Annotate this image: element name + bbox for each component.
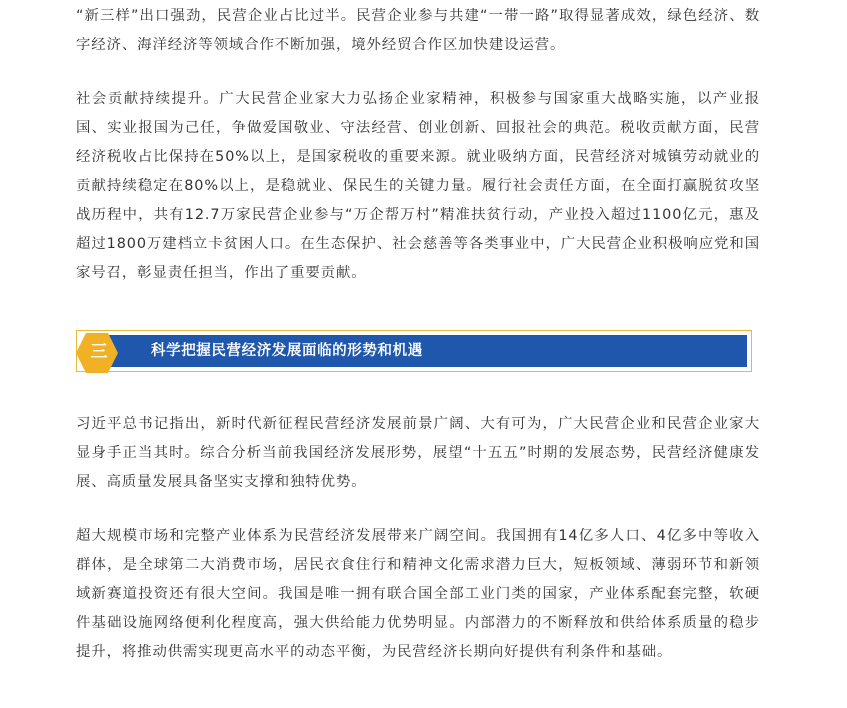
paragraph-trade: “新三样”出口强劲，民营企业占比过半。民营企业参与共建“一带一路”取得显著成效，绿色经济、数字经济、海洋经济等领域合作不断加强，境外经贸合作区加快建设运营。 (76, 8, 760, 53)
section-title-bar (95, 335, 747, 367)
section-title: 科学把握民营经济发展面临的形势和机遇 (151, 343, 423, 359)
paragraph-market-advantage: 超大规模市场和完整产业体系为民营经济发展带来广阔空间。我国拥有14亿多人口、4亿多中等收入群体，是全球第二大消费市场，居民衣食住行和精神文化需求潜力巨大，短板领域、薄弱环节和新领域新赛道投资还有很大空间。我国是唯一拥有联合国全部工业门类的国家，产业体系配套完整，软硬件基础设施网络便利化程度高，强大供给能力优势明显。内部潜力的不断释放和供给体系质量的稳步提升，将推动供需实现更高水平的动态平衡，为民营经济长期向好提供有利条件和基础。 (76, 528, 760, 660)
paragraph-social-contribution: 社会贡献持续提升。广大民营企业家大力弘扬企业家精神，积极参与国家重大战略实施，以产业报国、实业报国为己任，争做爱国敬业、守法经营、创业创新、回报社会的典范。税收贡献方面，民营经济税收占比保持在50%以上，是国家税收的重要来源。就业吸纳方面，民营经济对城镇劳动就业的贡献持续稳定在80%以上，是稳就业、保民生的关键力量。履行社会责任方面，在全面打赢脱贫攻坚战历程中，共有12.7万家民营企业参与“万企帮万村”精准扶贫行动，产业投入超过1100亿元，惠及超过1800万建档立卡贫困人口。在生态保护、社会慈善等各类事业中，广大民营企业积极响应党和国家号召，彰显责任担当，作出了重要贡献。 (76, 91, 760, 281)
section-number: 三 (90, 342, 108, 362)
section-header (76, 330, 752, 372)
paragraph-xi-remarks: 习近平总书记指出，新时代新征程民营经济发展前景广阔、大有可为，广大民营企业和民营企业家大显身手正当其时。综合分析当前我国经济发展形势，展望“十五五”时期的发展态势，民营经济健康发展、高质量发展具备坚实支撑和独特优势。 (76, 416, 760, 490)
